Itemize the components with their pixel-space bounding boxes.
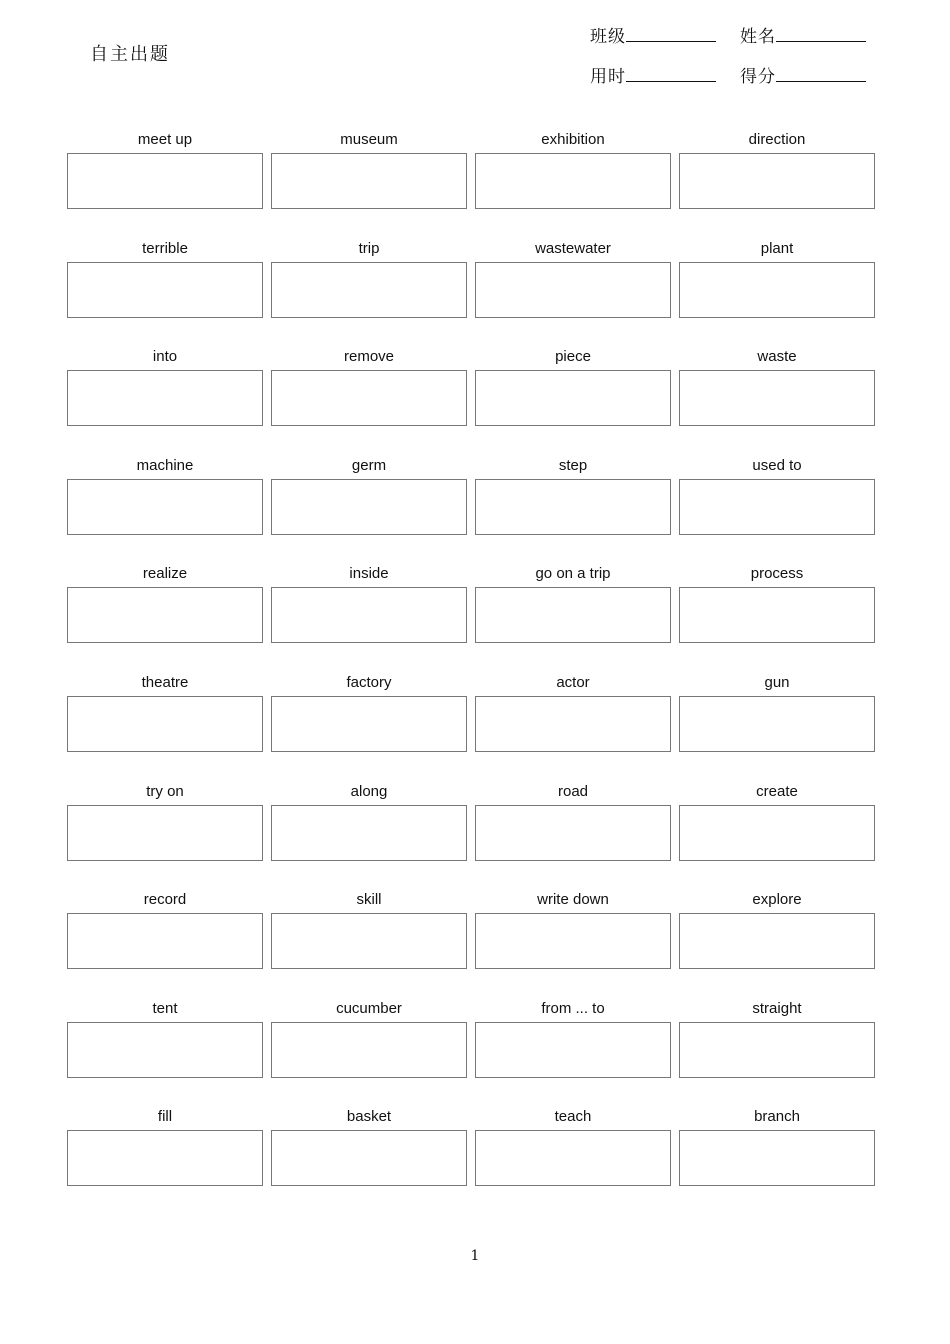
word-cell	[475, 128, 671, 237]
word-cell	[271, 454, 467, 563]
word-label: along	[350, 782, 388, 800]
answer-box[interactable]	[271, 370, 467, 426]
word-cell	[67, 237, 263, 346]
word-label: create	[756, 782, 798, 800]
word-label: teach	[554, 1108, 592, 1126]
answer-box[interactable]	[679, 262, 875, 318]
word-cell	[271, 345, 467, 454]
word-cell	[475, 888, 671, 997]
word-cell	[271, 780, 467, 889]
answer-box[interactable]	[271, 913, 467, 969]
word-label: fill	[157, 1108, 173, 1126]
answer-box[interactable]	[271, 153, 467, 209]
word-label: terrible	[142, 239, 188, 257]
word-label: branch	[754, 1108, 800, 1126]
word-label: skill	[356, 891, 382, 909]
word-cell	[679, 671, 875, 780]
answer-box[interactable]	[67, 262, 263, 318]
word-label: theatre	[141, 673, 189, 691]
word-label: germ	[351, 456, 387, 474]
word-cell	[271, 237, 467, 346]
answer-box[interactable]	[271, 805, 467, 861]
word-cell	[679, 1105, 875, 1214]
class-input-line[interactable]	[626, 27, 716, 42]
answer-box[interactable]	[271, 479, 467, 535]
page-number: 1	[470, 1248, 480, 1264]
word-label: inside	[349, 565, 389, 583]
word-cell	[475, 345, 671, 454]
word-cell	[67, 1105, 263, 1214]
word-cell	[67, 671, 263, 780]
word-label: realize	[142, 565, 188, 583]
answer-box[interactable]	[475, 805, 671, 861]
word-label: from ... to	[541, 999, 605, 1017]
word-label: cucumber	[336, 999, 402, 1017]
word-label: wastewater	[535, 239, 611, 257]
word-label: record	[143, 891, 187, 909]
word-label: plant	[760, 239, 794, 257]
time-label: 用时	[590, 67, 626, 87]
answer-box[interactable]	[67, 153, 263, 209]
word-cell	[475, 454, 671, 563]
word-label: factory	[346, 673, 392, 691]
time-input-line[interactable]	[626, 67, 716, 82]
answer-box[interactable]	[67, 805, 263, 861]
word-cell	[271, 888, 467, 997]
word-label: tent	[152, 999, 178, 1017]
word-cell	[271, 128, 467, 237]
class-label: 班级	[590, 27, 626, 47]
answer-box[interactable]	[679, 1022, 875, 1078]
time-field	[590, 62, 716, 87]
name-input-line[interactable]	[776, 27, 866, 42]
word-label: write down	[537, 891, 609, 909]
word-label: gun	[764, 673, 790, 691]
word-grid	[67, 128, 875, 1214]
answer-box[interactable]	[475, 153, 671, 209]
word-cell	[67, 780, 263, 889]
word-cell	[475, 562, 671, 671]
word-cell	[67, 562, 263, 671]
word-cell	[679, 454, 875, 563]
word-cell	[679, 780, 875, 889]
word-label: basket	[346, 1108, 392, 1126]
answer-box[interactable]	[679, 479, 875, 535]
word-cell	[271, 997, 467, 1106]
word-label: process	[750, 565, 804, 583]
word-cell	[271, 562, 467, 671]
answer-box[interactable]	[67, 1130, 263, 1186]
name-label: 姓名	[740, 27, 776, 47]
word-label: actor	[556, 673, 590, 691]
word-cell	[679, 562, 875, 671]
answer-box[interactable]	[67, 1022, 263, 1078]
answer-box[interactable]	[271, 262, 467, 318]
word-cell	[475, 997, 671, 1106]
word-label: used to	[752, 456, 802, 474]
word-cell	[679, 997, 875, 1106]
word-label: exhibition	[541, 131, 605, 148]
answer-box[interactable]	[475, 370, 671, 426]
answer-box[interactable]	[475, 587, 671, 643]
word-cell	[475, 237, 671, 346]
answer-box[interactable]	[67, 479, 263, 535]
score-input-line[interactable]	[776, 67, 866, 82]
word-cell	[271, 1105, 467, 1214]
answer-box[interactable]	[475, 479, 671, 535]
word-label: straight	[752, 999, 802, 1017]
answer-box[interactable]	[271, 696, 467, 752]
page-title: 自主出题	[90, 44, 170, 65]
word-label: explore	[752, 891, 802, 909]
word-cell	[679, 345, 875, 454]
answer-box[interactable]	[271, 1022, 467, 1078]
answer-box[interactable]	[475, 262, 671, 318]
answer-box[interactable]	[67, 587, 263, 643]
word-cell	[271, 671, 467, 780]
answer-box[interactable]	[679, 805, 875, 861]
word-label: meet up	[137, 131, 193, 148]
answer-box[interactable]	[679, 370, 875, 426]
answer-box[interactable]	[271, 1130, 467, 1186]
word-label: trip	[358, 239, 380, 257]
word-cell	[679, 888, 875, 997]
answer-box[interactable]	[679, 696, 875, 752]
word-cell	[475, 1105, 671, 1214]
word-label: remove	[343, 348, 395, 366]
word-label: step	[558, 456, 588, 474]
word-label: piece	[555, 348, 591, 366]
word-label: try on	[146, 782, 184, 800]
answer-box[interactable]	[679, 587, 875, 643]
word-cell	[67, 345, 263, 454]
name-field	[740, 22, 866, 47]
word-label: go on a trip	[535, 565, 611, 583]
answer-box[interactable]	[475, 1130, 671, 1186]
answer-box[interactable]	[271, 587, 467, 643]
word-cell	[67, 997, 263, 1106]
answer-box[interactable]	[475, 696, 671, 752]
answer-box[interactable]	[475, 1022, 671, 1078]
word-label: direction	[748, 131, 806, 148]
word-label: museum	[340, 131, 398, 148]
word-cell	[67, 454, 263, 563]
answer-box[interactable]	[67, 913, 263, 969]
word-label: road	[557, 782, 589, 800]
word-label: waste	[757, 348, 797, 366]
answer-box[interactable]	[475, 913, 671, 969]
answer-box[interactable]	[67, 696, 263, 752]
word-label: machine	[136, 456, 194, 474]
word-cell	[67, 888, 263, 997]
word-label: into	[152, 348, 178, 366]
answer-box[interactable]	[679, 153, 875, 209]
score-field	[740, 62, 866, 87]
word-cell	[679, 237, 875, 346]
word-cell	[679, 128, 875, 237]
word-cell	[67, 128, 263, 237]
answer-box[interactable]	[679, 1130, 875, 1186]
class-field	[590, 22, 716, 47]
score-label: 得分	[740, 67, 776, 87]
word-cell	[475, 671, 671, 780]
word-cell	[475, 780, 671, 889]
answer-box[interactable]	[679, 913, 875, 969]
answer-box[interactable]	[67, 370, 263, 426]
